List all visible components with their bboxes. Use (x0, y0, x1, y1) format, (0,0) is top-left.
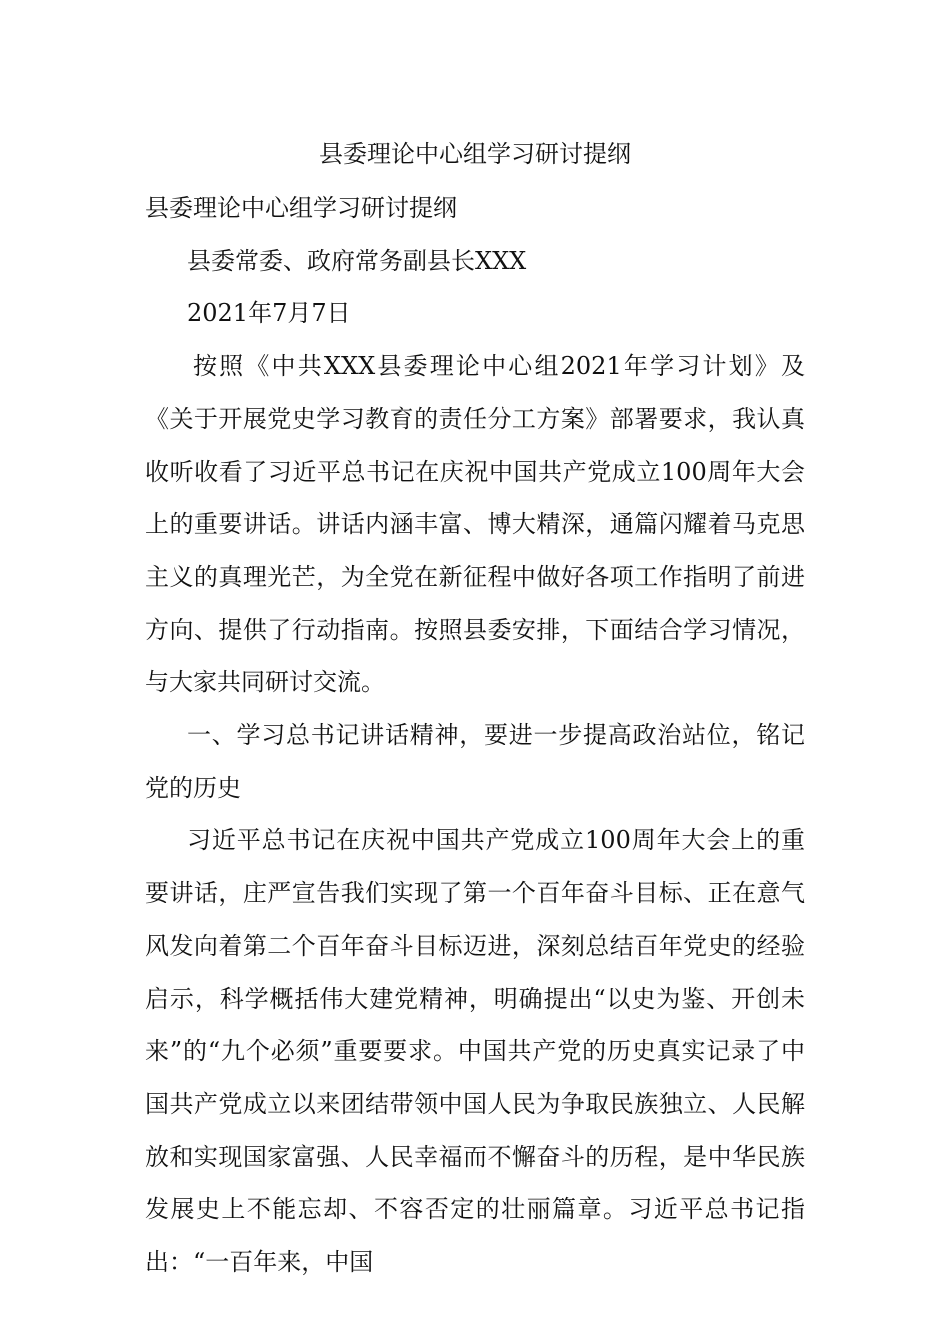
document-title: 县委理论中心组学习研讨提纲 (319, 140, 631, 168)
document-body (145, 182, 805, 1289)
paragraph-intro: 按照《中共XXX县委理论中心组2021年学习计划》及《关于开展党史学习教育的责任分工方案》部署要求，我认真收听收看了习近平总书记在庆祝中国共产党成立100周年大会上的重要讲话。讲话内涵丰富、博大精深，通篇闪耀着马克思主义的真理光芒，为全党在新征程中做好各项工作指明了前进方向、提供了行动指南。按照县委安排，下面结合学习情况，与大家共同研讨交流。 (145, 352, 805, 697)
document-subtitle: 县委理论中心组学习研讨提纲 (145, 194, 457, 222)
section-heading-1: 一、学习总书记讲话精神，要进一步提高政治站位，铭记党的历史 (145, 721, 805, 802)
date-line: 2021年7月7日 (187, 299, 351, 328)
paragraph-section-1: 习近平总书记在庆祝中国共产党成立100周年大会上的重要讲话，庄严宣告我们实现了第一个百年奋斗目标、正在意气风发向着第二个百年奋斗目标迈进，深刻总结百年党史的经验启示，科学概括伟大建党精神，明确提出“以史为鉴、开创未来”的“九个必须”重要要求。中国共产党的历史真实记录了中国共产党成立以来团结带领中国人民为争取民族独立、人民解放和实现国家富强、人民幸福而不懈奋斗的历程，是中华民族发展史上不能忘却、不容否定的壮丽篇章。习近平总书记指出：“一百年来，中国 (145, 826, 805, 1277)
author-line: 县委常委、政府常务副县长XXX (187, 246, 527, 275)
